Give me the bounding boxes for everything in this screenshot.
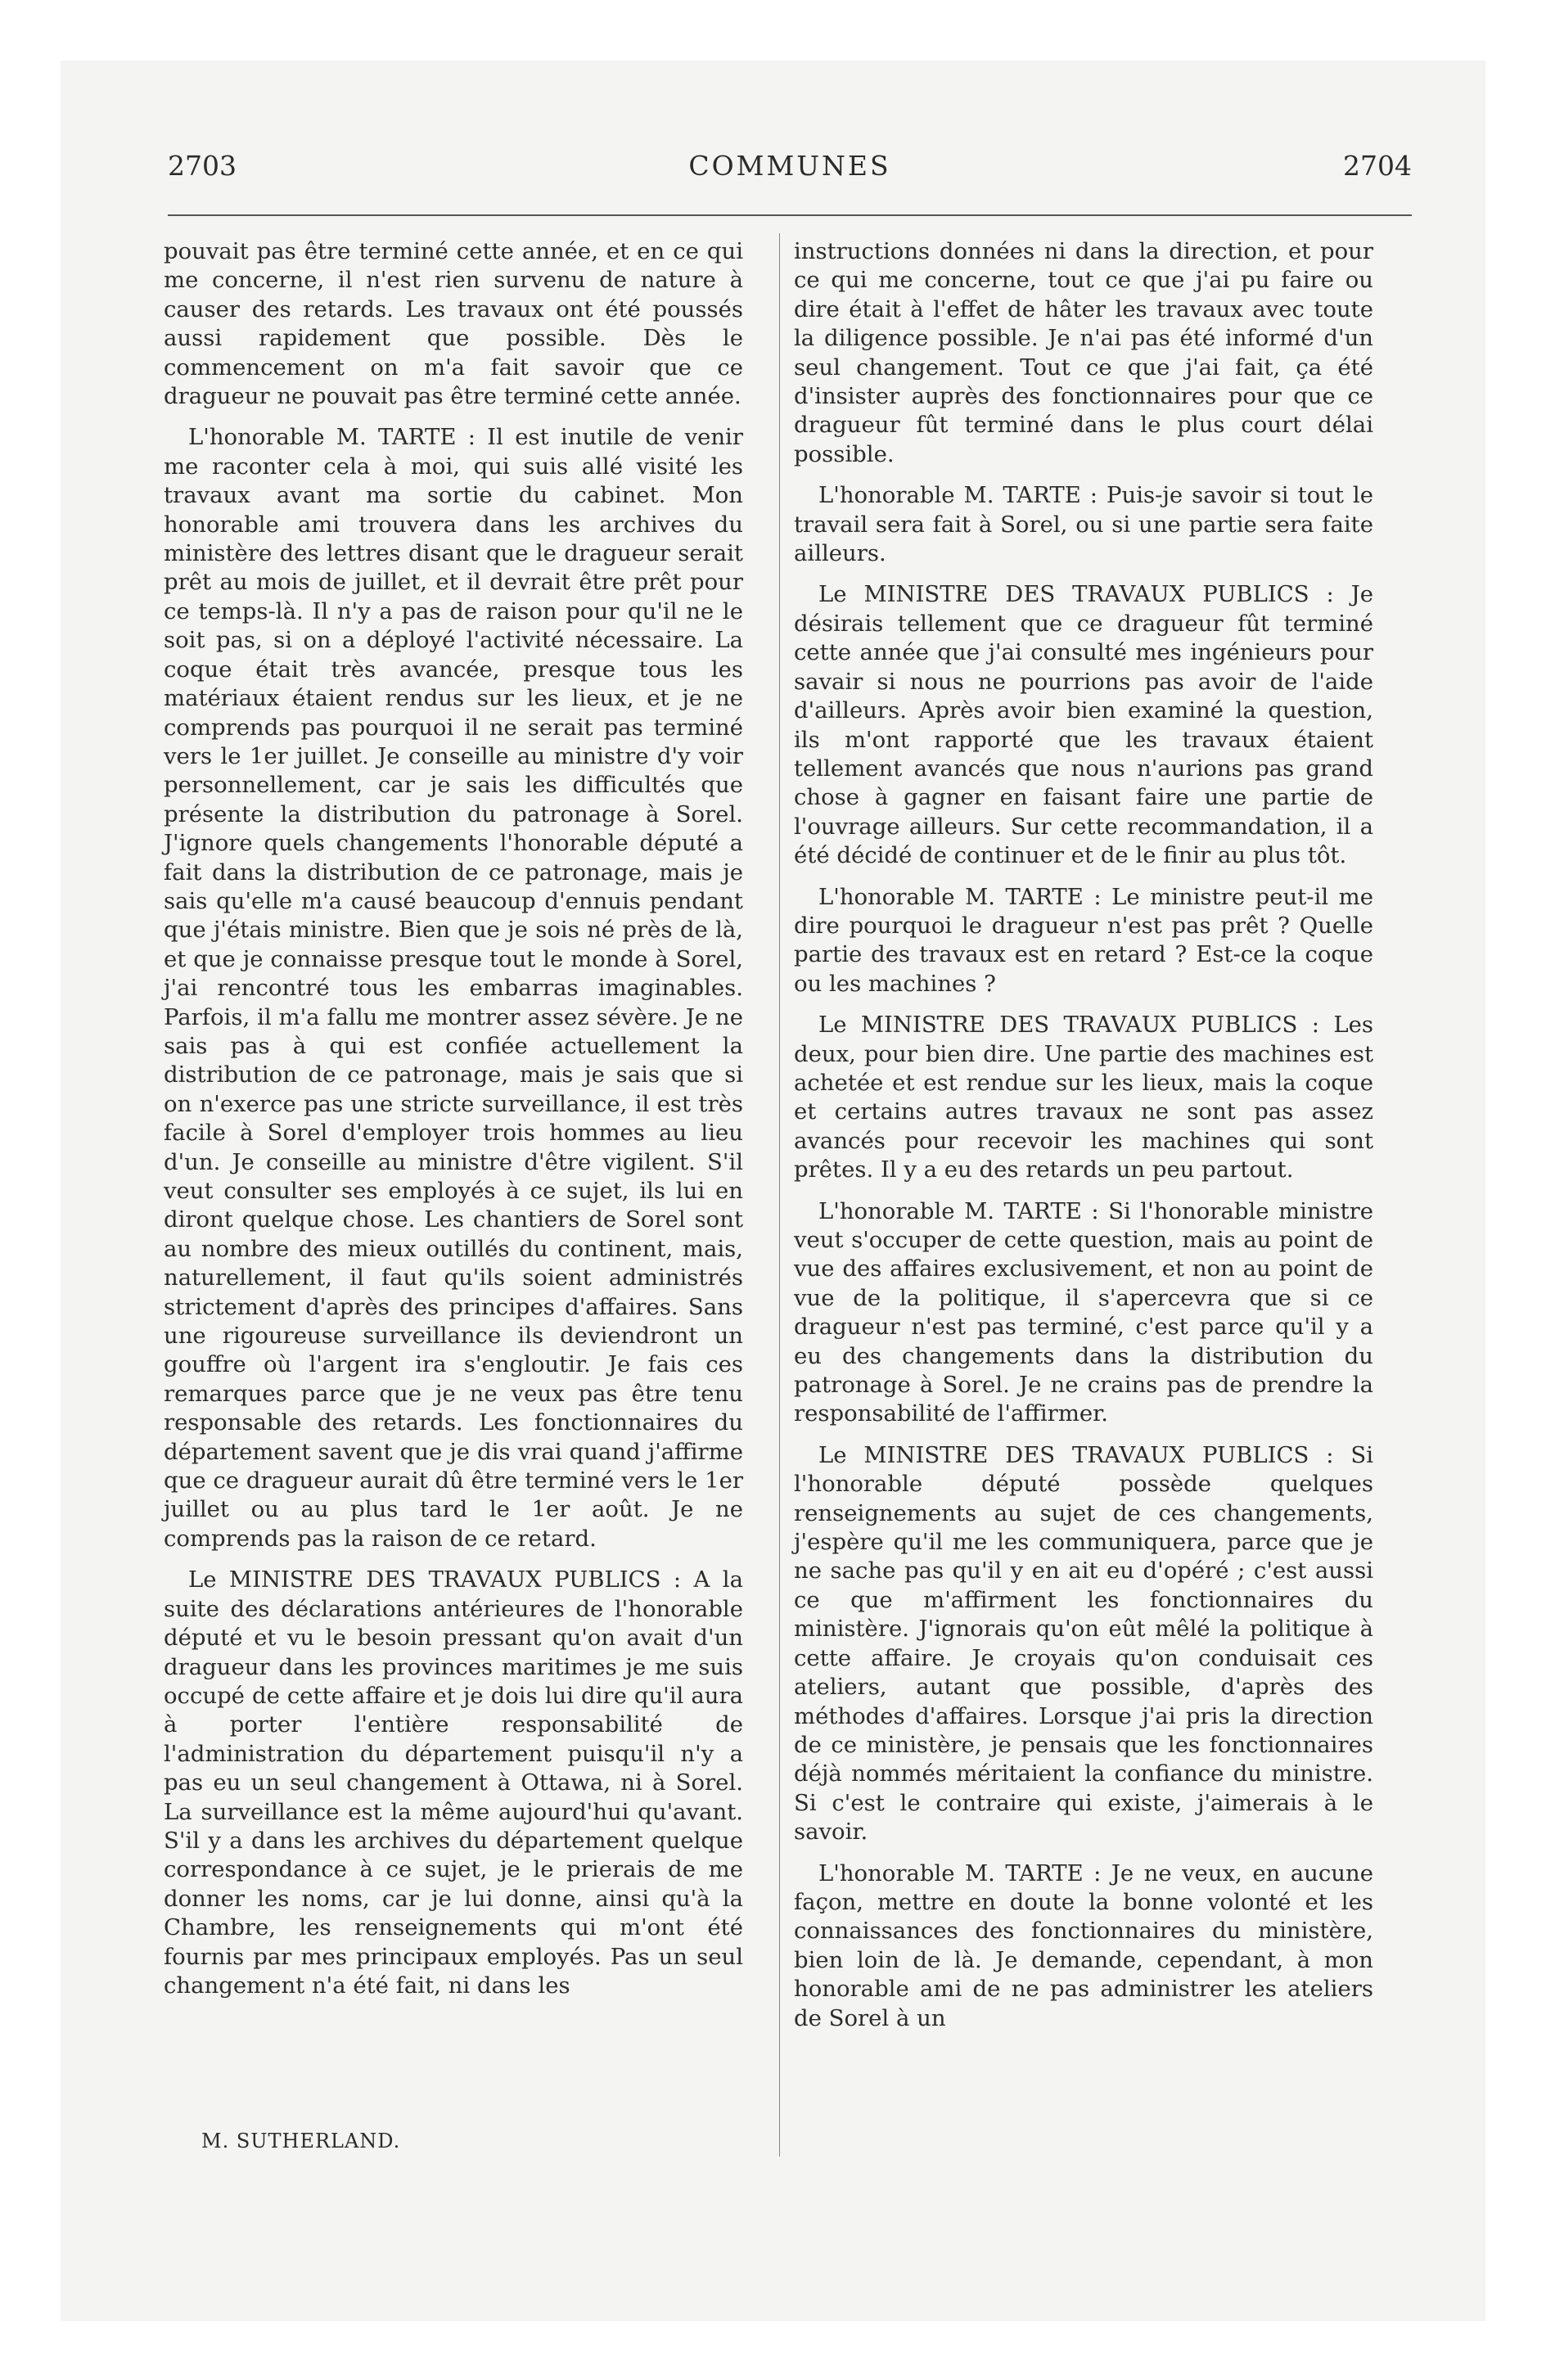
right-column <box>794 237 1373 2045</box>
paragraph: Le MINISTRE DES TRAVAUX PUBLICS : Je désirais tellement que ce dragueur fût terminé cette année que j'ai consulté mes ingénieurs pour savair si nous ne pourrions pas avoir de l'aide d'ailleurs. Après avoir bien examiné la question, ils m'ont rapporté que les travaux étaient tellement avancés que nous n'aurions pas grand chose à gagner en faisant faire une partie de l'ouvrage ailleurs. Sur cette recommandation, il a été décidé de continuer et de le finir au plus tôt. <box>794 581 1373 869</box>
paragraph: pouvait pas être terminé cette année, et en ce qui me concerne, il n'est rien survenu de nature à causer des retards. Les travaux ont été poussés aussi rapidement que possible. Dès le commencement on m'a fait savoir que ce dragueur ne pouvait pas être terminé cette année. <box>164 238 743 410</box>
header-rule <box>168 214 1412 216</box>
paragraph: L'honorable M. TARTE : Il est inutile de venir me raconter cela à moi, qui suis allé visité les travaux avant ma sortie du cabinet. Mon honorable ami trouvera dans les archives du ministère des lettres disant que le dragueur serait prêt au mois de juillet, et il devrait être prêt pour ce temps-là. Il n'y a pas de raison pour qu'il ne le soit pas, si on a déployé l'activité nécessaire. La coque était très avancée, presque tous les matériaux étaient rendus sur les lieux, et je ne comprends pas pourquoi il ne serait pas terminé vers le 1er juillet. Je conseille au ministre d'y voir personnellement, car je sais les difficultés que présente la distribution du patronage à Sorel. J'ignore quels changements l'honorable député a fait dans la distribution de ce patronage, mais je sais qu'elle m'a causé beaucoup d'ennuis pendant que j'étais ministre. Bien que je sois né près de là, et que je connaisse presque tout le monde à Sorel, j'ai rencontré tous les embarras imaginables. Parfois, il m'a fallu me montrer assez sévère. Je ne sais pas à qui est confiée actuellement la distribution de ce patronage, mais je sais que si on n'exerce pas une stricte surveillance, il est très facile à Sorel d'employer trois hommes au lieu d'un. Je conseille au ministre d'être vigilent. S'il veut consulter ses employés à ce sujet, ils lui en diront quelque chose. Les chantiers de Sorel sont au nombre des mieux outillés du continent, mais, naturellement, il faut qu'ils soient administrés strictement d'après des principes d'affaires. Sans une rigoureuse surveillance ils deviendront un gouffre où l'argent ira s'engloutir. Je fais ces remarques parce que je ne veux pas être tenu responsable des retards. Les fonctionnaires du département savent que je dis vrai quand j'affirme que ce dragueur aurait dû être terminé vers le 1er juillet ou au plus tard le 1er août. Je ne comprends pas la raison de ce retard. <box>164 424 743 1552</box>
column-divider <box>779 233 780 2157</box>
paragraph: instructions données ni dans la direction, et pour ce qui me concerne, tout ce que j'ai pu faire ou dire était à l'effet de hâter les travaux avec toute la diligence possible. Je n'ai pas été informé d'un seul changement. Tout ce que j'ai fait, ça été d'insister auprès des fonctionnaires pour que ce dragueur fût terminé dans le plus court délai possible. <box>794 238 1373 467</box>
paragraph: L'honorable M. TARTE : Je ne veux, en aucune façon, mettre en doute la bonne volonté et les connaissances des fonctionnaires du ministère, bien loin de là. Je demande, cependant, à mon honorable ami de ne pas administrer les ateliers de Sorel à un <box>794 1859 1373 2031</box>
running-head: COMMUNES <box>688 150 891 182</box>
left-column <box>164 237 743 2013</box>
footer-signature: M. SUTHERLAND. <box>201 2130 401 2152</box>
paragraph: L'honorable M. TARTE : Si l'honorable ministre veut s'occuper de cette question, mais au point de vue des affaires exclusivement, et non au point de vue de la politique, il s'apercevra que si ce dragueur n'est pas terminé, c'est parce qu'il y a eu des changements dans la distribution du patronage à Sorel. Je ne crains pas de prendre la responsabilité de l'affirmer. <box>794 1197 1373 1427</box>
page-header <box>168 150 1412 183</box>
paragraph: Le MINISTRE DES TRAVAUX PUBLICS : Si l'honorable député possède quelques renseignements au sujet de ces changements, j'espère qu'il me les communiquera, parce que je ne sache pas qu'il y en ait eu d'opéré ; c'est aussi ce que m'affirment les fonctionnaires du ministère. J'ignorais qu'on eût mêlé la politique à cette affaire. Je croyais qu'on conduisait ces ateliers, autant que possible, d'après des méthodes d'affaires. Lorsque j'ai pris la direction de ce ministère, je pensais que les fonctionnaires déjà nommés méritaient la confiance du ministre. Si c'est le contraire qui existe, j'aimerais à le savoir. <box>794 1441 1373 1846</box>
left-page-number: 2703 <box>168 150 237 182</box>
paragraph: L'honorable M. TARTE : Le ministre peut-il me dire pourquoi le dragueur n'est pas prêt ? Quelle partie des travaux est en retard ? Est-ce la coque ou les machines ? <box>794 883 1373 997</box>
right-page-number: 2704 <box>1343 150 1412 182</box>
paragraph: L'honorable M. TARTE : Puis-je savoir si tout le travail sera fait à Sorel, ou si une partie sera faite ailleurs. <box>794 482 1373 567</box>
paragraph: Le MINISTRE DES TRAVAUX PUBLICS : A la suite des déclarations antérieures de l'honorable député et vu le besoin pressant qu'on avait d'un dragueur dans les provinces maritimes je me suis occupé de cette affaire et je dois lui dire qu'il aura à porter l'entière responsabilité de l'administration du département puisqu'il n'y a pas eu un seul changement à Ottawa, ni à Sorel. La surveillance est la même aujourd'hui qu'avant. S'il y a dans les archives du département quelque correspondance à ce sujet, je le prierais de me donner les noms, car je lui donne, ainsi qu'à la Chambre, les renseignements qui m'ont été fournis par mes principaux employés. Pas un seul changement n'a été fait, ni dans les <box>164 1566 743 1999</box>
paragraph: Le MINISTRE DES TRAVAUX PUBLICS : Les deux, pour bien dire. Une partie des machines est achetée et est rendue sur les lieux, mais la coque et certains autres travaux ne sont pas assez avancés pour recevoir les machines qui sont prêtes. Il y a eu des retards un peu partout. <box>794 1012 1373 1183</box>
